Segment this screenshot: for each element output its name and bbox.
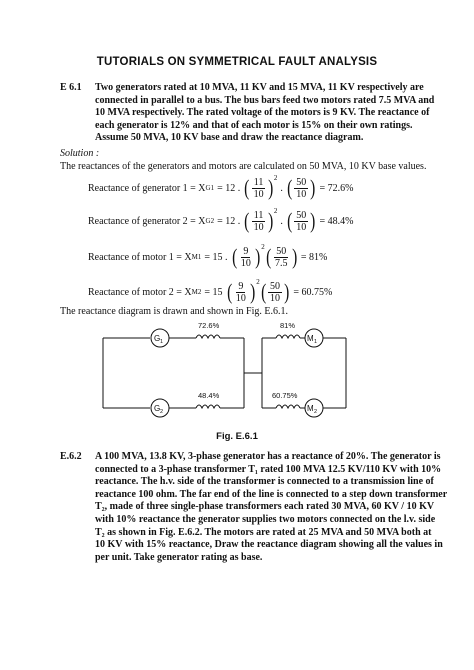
e62-line: T₂, made of three single-phase transformers each rated 30 MVA, 60 KV / 10 KV	[95, 501, 435, 513]
eq1-result: = 72.6%	[319, 182, 354, 194]
e62-line: 10 KV with 15% reactance, Draw the reactance diagram showing all the values in	[95, 539, 443, 551]
eq2-coef: = 12 .	[217, 215, 241, 227]
m1-letter: M	[307, 334, 314, 343]
diagram-note: The reactance diagram is drawn and shown in Fig. E.6.1.	[60, 306, 288, 317]
e61-line: 10 MVA respectively. The rated voltage of the motors is 9 KV. The reactance of	[95, 107, 430, 119]
reactance-60-75-coil	[276, 405, 300, 408]
eq2-sub: G2	[205, 217, 215, 225]
eq1-dot: .	[280, 182, 283, 194]
e62-problem	[95, 451, 448, 564]
reactance-81-coil	[276, 335, 300, 338]
m2-sub: 2	[314, 409, 318, 415]
solution-intro: The reactances of the generators and motors are calculated on 50 MVA, 10 KV base values.	[60, 161, 427, 172]
equation-generator-1: Reactance of generator 1 = X G1 = 12 . ( $\frac{11}{10}$ ) $^2$ . ( $\frac{50}{10}$ ) = 72.6%	[88, 174, 354, 200]
eq2-f2-den: 10	[296, 221, 307, 233]
g2-letter: G	[154, 404, 161, 413]
m2-letter: M	[307, 404, 314, 413]
eq2-f1-num: 11	[253, 209, 264, 221]
eq3-coef: = 15 .	[204, 251, 228, 263]
eq3-sub: M1	[191, 253, 202, 261]
example-number-e62: E.6.2	[60, 451, 82, 462]
eq4-f1-num: 9	[238, 280, 244, 292]
eq1-label: Reactance of generator 1 = X	[88, 182, 206, 194]
g1-sub: 1	[160, 339, 164, 345]
eq1-f1-den: 10	[253, 188, 264, 200]
eq3-label: Reactance of motor 1 = X	[88, 251, 192, 263]
eq3-f2-num: 50	[276, 245, 287, 257]
label-48-4: 48.4%	[198, 391, 220, 400]
e62-line: with 10% reactance the generator supplies two motors connected on the l.v. side	[95, 513, 436, 525]
eq1-f1-num: 11	[253, 176, 264, 188]
reactance-48-4-coil	[196, 405, 220, 408]
label-60-75: 60.75%	[272, 391, 298, 400]
e62-line: connected to a 3-phase transformer T₁ rated 100 MVA 12.5 KV/110 KV with 10%	[95, 463, 442, 475]
e62-line: reactance. The h.v. side of the transformer is connected to a transmission line of	[95, 476, 434, 488]
eq2-dot: .	[280, 215, 283, 227]
e61-line: Two generators rated at 10 MVA, 11 KV and 15 MVA, 11 KV respectively are	[95, 82, 424, 93]
eq3-pow: 2	[261, 243, 265, 251]
equation-motor-2: Reactance of motor 2 = X M2 = 15 ( $\frac{9}{10}$ ) $^2$ ( $\frac{50}{10}$ ) = 60.75%	[88, 278, 333, 304]
solution-label: Solution :	[60, 148, 100, 159]
e61-problem	[95, 82, 435, 145]
label-81: 81%	[280, 321, 296, 330]
eq4-f1-den: 10	[235, 292, 246, 304]
label-72-6: 72.6%	[198, 321, 220, 330]
equation-generator-2: Reactance of generator 2 = X G2 = 12 . ( $\frac{11}{10}$ ) $^2$ . ( $\frac{50}{10}$ ) = 48.4%	[88, 207, 354, 233]
page-title: TUTORIALS ON SYMMETRICAL FAULT ANALYSIS	[96, 56, 378, 68]
eq1-f2-num: 50	[296, 176, 307, 188]
eq3-f1-num: 9	[243, 245, 249, 257]
figure-caption: Fig. E.6.1	[216, 431, 258, 442]
eq4-coef: = 15	[204, 286, 223, 298]
eq2-f1-den: 10	[253, 221, 264, 233]
eq4-f2-den: 10	[270, 292, 281, 304]
e61-line: Assume 50 MVA, 10 KV base and draw the reactance diagram.	[95, 132, 364, 144]
eq1-f2-den: 10	[296, 188, 307, 200]
eq2-f2-num: 50	[296, 209, 307, 221]
reactance-72-6-coil	[196, 335, 220, 338]
e62-line: T₂ as shown in Fig. E.6.2. The motors are rated at 25 MVA and 50 MVA both at	[95, 526, 432, 538]
e61-line: each generator is 12% and that of each motor is 15% on their own ratings.	[95, 119, 413, 131]
eq1-sub: G1	[205, 184, 215, 192]
eq2-result: = 48.4%	[319, 215, 354, 227]
eq3-f1-den: 10	[240, 257, 251, 269]
g1-letter: G	[154, 334, 161, 343]
reactance-diagram	[0, 318, 474, 428]
eq4-result: = 60.75%	[293, 286, 333, 298]
eq4-pow: 2	[256, 278, 260, 286]
eq3-result: = 81%	[300, 251, 328, 263]
eq2-label: Reactance of generator 2 = X	[88, 215, 206, 227]
e62-line: per unit. Take generator rating as base.	[95, 551, 263, 563]
eq3-f2-den: 7.5	[275, 257, 288, 269]
e62-line: A 100 MVA, 13.8 KV, 3-phase generator has a reactance of 20%. The generator is	[95, 451, 441, 462]
m1-sub: 1	[314, 339, 318, 345]
equation-motor-1: Reactance of motor 1 = X M1 = 15 . ( $\frac{9}{10}$ ) $^2$ ( $\frac{50}{7.5}$ ) = 81%	[88, 243, 328, 269]
eq4-sub: M2	[191, 288, 202, 296]
e62-line: reactance 100 ohm. The far end of the line is connected to a step down transformer	[95, 488, 448, 500]
eq1-pow: 2	[273, 174, 278, 182]
eq2-pow: 2	[273, 207, 278, 215]
g2-sub: 2	[160, 409, 164, 415]
example-number-e61: E 6.1	[60, 82, 82, 93]
eq4-f2-num: 50	[270, 280, 281, 292]
e61-line: connected in parallel to a bus. The bus bars feed two motors rated 7.5 MVA and	[95, 94, 435, 106]
eq4-label: Reactance of motor 2 = X	[88, 286, 192, 298]
eq1-coef: = 12 .	[217, 182, 241, 194]
